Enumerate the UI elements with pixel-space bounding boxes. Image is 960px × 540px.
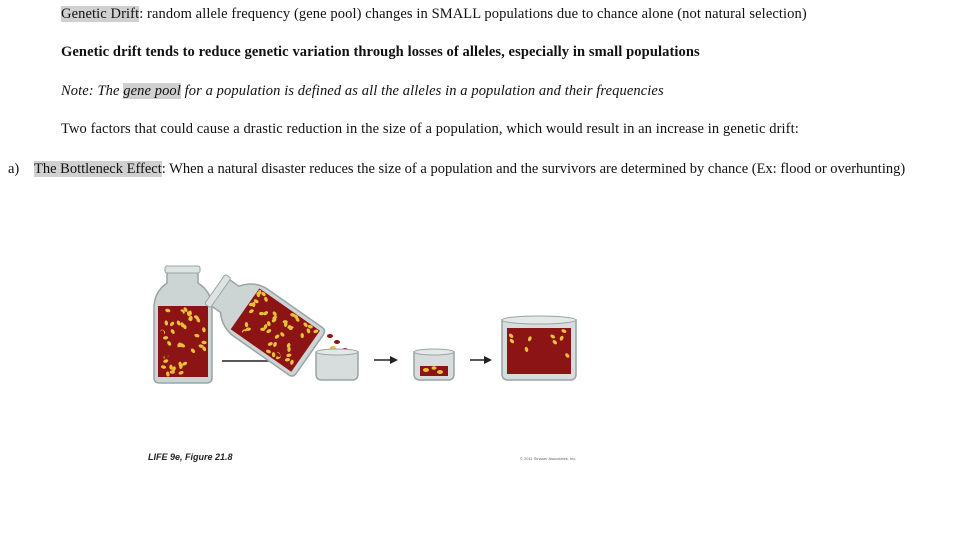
arrow-3	[470, 356, 492, 364]
variation-statement: Genetic drift tends to reduce genetic variation through losses of alleles, especially in small populations	[61, 44, 700, 60]
copyright-caption: © 2011 Sinauer Associates, Inc.	[520, 456, 577, 461]
bottleneck-text	[34, 159, 934, 179]
two-factors-intro: Two factors that could cause a drastic reduction in the size of a population, which would result in an increase in genetic drift:	[61, 121, 799, 137]
full-bottle	[154, 266, 212, 383]
gene-pool-term: gene pool	[123, 83, 181, 99]
bottleneck-term: The Bottleneck Effect	[34, 161, 162, 177]
gene-pool-note	[61, 83, 664, 100]
bean	[271, 348, 276, 351]
note-text: for a population is defined as all the alleles in a population and their frequencies	[180, 83, 664, 99]
small-beaker-survivors	[414, 349, 454, 380]
figure-caption: LIFE 9e, Figure 21.8	[148, 452, 233, 462]
note-prefix: Note: The	[61, 83, 124, 99]
genetic-drift-definition	[61, 6, 807, 23]
bottleneck-definition: : When a natural disaster reduces the size of a population and the survivors are determined by chance (Ex: flood or overhunting)	[161, 161, 906, 177]
genetic-drift-term: Genetic Drift	[61, 6, 140, 22]
arrow-2	[374, 356, 398, 364]
bottleneck-figure	[140, 228, 610, 473]
genetic-drift-definition-text: : random allele frequency (gene pool) changes in SMALL populations due to chance alone (not natural selection)	[139, 6, 807, 22]
small-beaker-empty	[316, 349, 358, 380]
list-marker: a)	[8, 161, 20, 177]
large-beaker	[502, 316, 576, 380]
